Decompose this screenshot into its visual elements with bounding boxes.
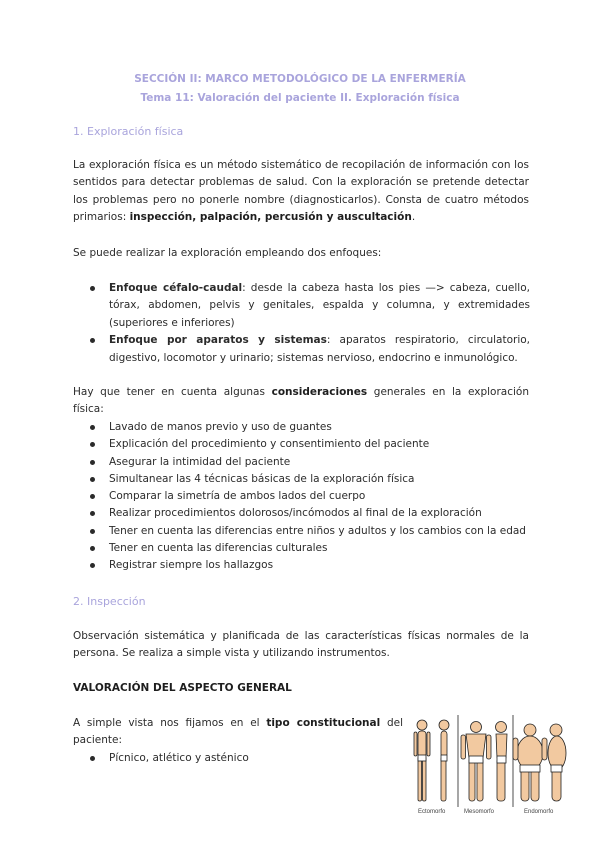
consideraciones-text-c: generales en la exploración física: bbox=[73, 386, 529, 416]
mesomorph-side-figure bbox=[496, 722, 508, 802]
ectomorph-side-figure bbox=[439, 720, 449, 801]
body-types-illustration bbox=[408, 713, 568, 809]
body-types-figure bbox=[408, 713, 568, 825]
list-item: Explicación del procedimiento y consentimiento del paciente bbox=[88, 436, 530, 453]
enfoques-list bbox=[88, 280, 530, 367]
list-item: Registrar siempre los hallazgos bbox=[88, 557, 530, 574]
consideraciones-list bbox=[88, 419, 530, 575]
enfoque-term: Enfoque por aparatos y sistemas bbox=[109, 334, 327, 347]
endomorph-side-figure bbox=[548, 724, 566, 801]
enfoque-text: : desde la cabeza hasta los pies —> cabeza, cuello, tórax, abdomen, pelvis y genitales, espalda y columna, y extremidades (superiores e inferiores) bbox=[109, 282, 530, 329]
list-item: Tener en cuenta las diferencias entre niños y adultos y los cambios con la edad bbox=[88, 523, 530, 540]
paragraph-intro bbox=[73, 157, 529, 227]
endomorph-front-figure bbox=[513, 724, 547, 801]
paragraph-inspeccion: Observación sistemática y planificada de las características físicas normales de la persona. Se realiza a simple vista y utilizando instrumentos. bbox=[73, 630, 529, 660]
paragraph-enfoques: Se puede realizar la exploración empleando dos enfoques: bbox=[73, 247, 382, 259]
list-item: Comparar la simetría de ambos lados del cuerpo bbox=[88, 488, 530, 505]
list-item-enfoque-aparatos bbox=[88, 332, 530, 367]
tipo-text-a: A simple vista nos fijamos en el bbox=[73, 717, 267, 729]
label-mesomorfo: Mesomorfo bbox=[464, 809, 495, 815]
list-item: Realizar procedimientos dolorosos/incómodos al final de la exploración bbox=[88, 505, 530, 522]
list-item: Tener en cuenta las diferencias culturales bbox=[88, 540, 530, 557]
intro-methods: inspección, palpación, percusión y auscultación bbox=[129, 211, 412, 224]
enfoque-text: : aparatos respiratorio, circulatorio, digestivo, locomotor y urinario; sistemas nervioso, endocrino e inmunológico. bbox=[109, 334, 531, 364]
consideraciones-text-a: Hay que tener en cuenta algunas bbox=[73, 386, 272, 398]
list-item: Simultanear las 4 técnicas básicas de la exploración física bbox=[88, 471, 530, 488]
intro-text: La exploración física es un método sistemático de recopilación de información con los sentidos para detectar problemas de salud. Con la exploración se pretende detectar los problemas pero no ponerle nombre (diagnosticarlos). Consta de cuatro métodos primarios: bbox=[73, 159, 529, 224]
tipo-text-c: del paciente: bbox=[73, 717, 403, 747]
section-title: SECCIÓN II: MARCO METODOLÓGICO DE LA ENFERMERÍA bbox=[134, 73, 466, 85]
tipos-list bbox=[88, 750, 388, 767]
heading-exploracion-fisica: 1. Exploración física bbox=[73, 125, 184, 138]
ectomorph-front-figure bbox=[414, 720, 430, 801]
mesomorph-front-figure bbox=[461, 722, 491, 802]
heading-inspeccion: 2. Inspección bbox=[73, 595, 146, 608]
label-ectomorfo: Ectomorfo bbox=[418, 809, 446, 815]
paragraph-consideraciones bbox=[73, 384, 529, 419]
tipo-term: tipo constitucional bbox=[266, 717, 381, 729]
list-item: Lavado de manos previo y uso de guantes bbox=[88, 419, 530, 436]
intro-end: . bbox=[411, 211, 416, 224]
list-item-enfoque-cefalo bbox=[88, 280, 530, 332]
list-item: Asegurar la intimidad del paciente bbox=[88, 454, 530, 471]
enfoque-term: Enfoque céfalo-caudal bbox=[109, 282, 243, 294]
list-item: Pícnico, atlético y asténico bbox=[88, 750, 388, 767]
label-endomorfo: Endomorfo bbox=[524, 809, 554, 815]
topic-title: Tema 11: Valoración del paciente II. Exploración física bbox=[140, 92, 460, 104]
consideraciones-term: consideraciones bbox=[271, 386, 368, 398]
heading-aspecto-general: VALORACIÓN DEL ASPECTO GENERAL bbox=[73, 682, 292, 694]
paragraph-tipo-constitucional bbox=[73, 715, 403, 750]
